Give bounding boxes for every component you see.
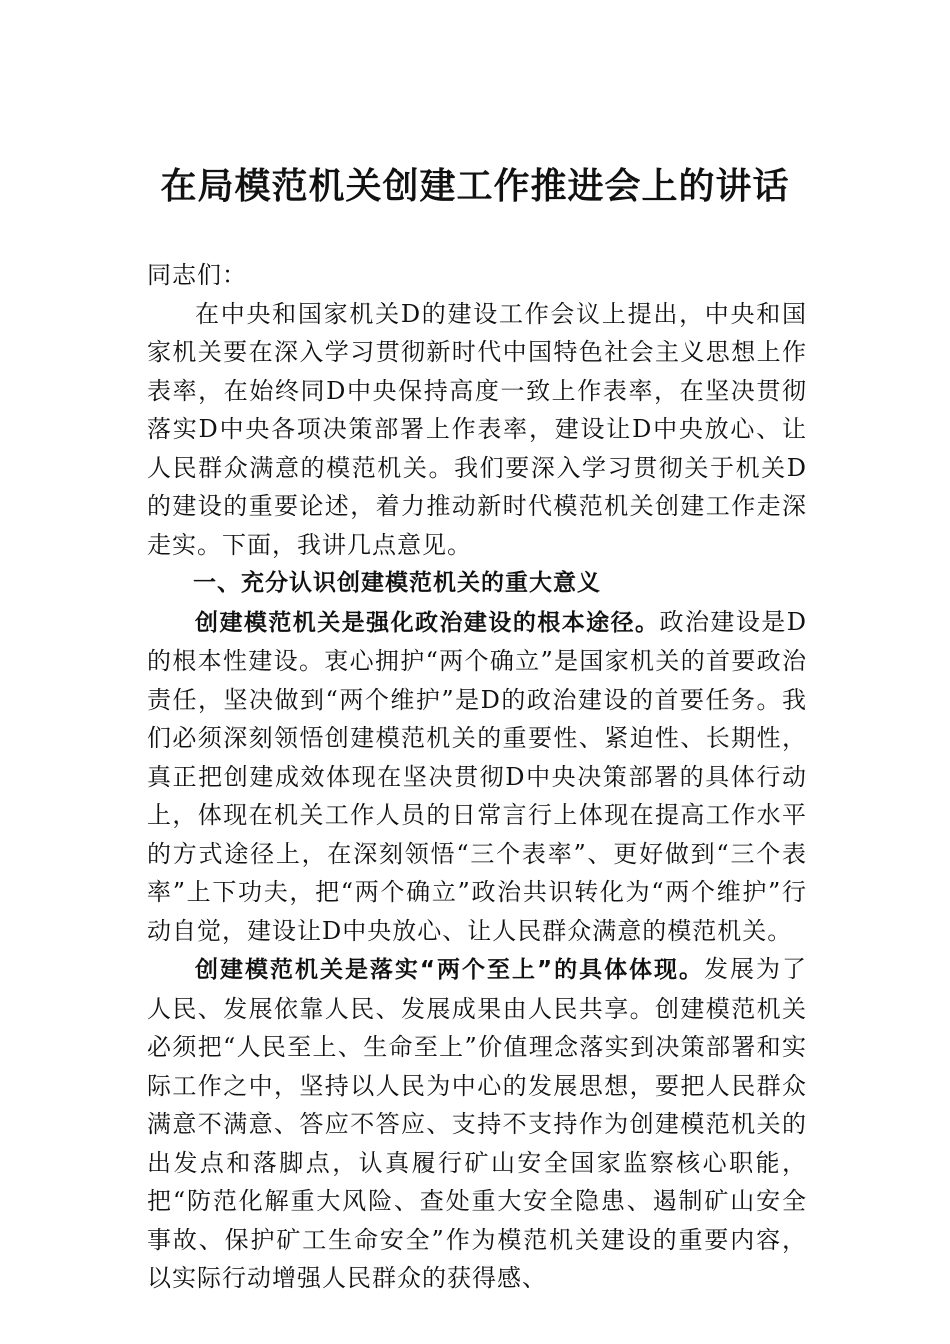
salutation: 同志们：	[147, 261, 247, 289]
paragraph-1-lead: 创建模范机关是强化政治建设的根本途径。	[195, 609, 660, 636]
section-heading: 一、充分认识创建模范机关的重大意义	[193, 570, 601, 596]
paragraph-1-body: 政治建设是D的根本性建设。衷心拥护“两个确立”是国家机关的首要政治责任，坚决做到“两个维护”是D的政治建设的首要任务。我们必须深刻领悟创建模范机关的重要性、紧迫性、长期性，真正把创建成效体现在坚决贯彻D中央决策部署的具体行动上，体现在机关工作人员的日常言行上体现在提高工作水平的方式途径上，在深刻领悟“三个表率”、更好做到“三个表率”上下功夫，把“两个确立”政治共识转化为“两个维护”行动自觉，建设让D中央放心、让人民群众满意的模范机关。	[147, 607, 807, 945]
document-title: 在局模范机关创建工作推进会上的讲话	[160, 165, 790, 207]
document-body	[147, 256, 807, 1298]
paragraph-1	[147, 603, 807, 951]
paragraph-2	[147, 950, 807, 1298]
intro-paragraph: 在中央和国家机关D的建设工作会议上提出，中央和国家机关要在深入学习贯彻新时代中国特色社会主义思想上作表率，在始终同D中央保持高度一致上作表率，在坚决贯彻落实D中央各项决策部署上作表率，建设让D中央放心、让人民群众满意的模范机关。我们要深入学习贯彻关于机关D的建设的重要论述，着力推动新时代模范机关创建工作走深走实。下面，我讲几点意见。	[147, 299, 807, 559]
paragraph-2-lead: 创建模范机关是落实“两个至上”的具体体现。	[195, 957, 705, 983]
paragraph-2-body: 发展为了人民、发展依靠人民、发展成果由人民共享。创建模范机关必须把“人民至上、生命至上”价值理念落实到决策部署和实际工作之中，坚持以人民为中心的发展思想，要把人民群众满意不满意、答应不答应、支持不支持作为创建模范机关的出发点和落脚点，认真履行矿山安全国家监察核心职能，把“防范化解重大风险、查处重大安全隐患、遏制矿山安全事故、保护矿工生命安全”作为模范机关建设的重要内容，以实际行动增强人民群众的获得感、	[147, 955, 808, 1292]
